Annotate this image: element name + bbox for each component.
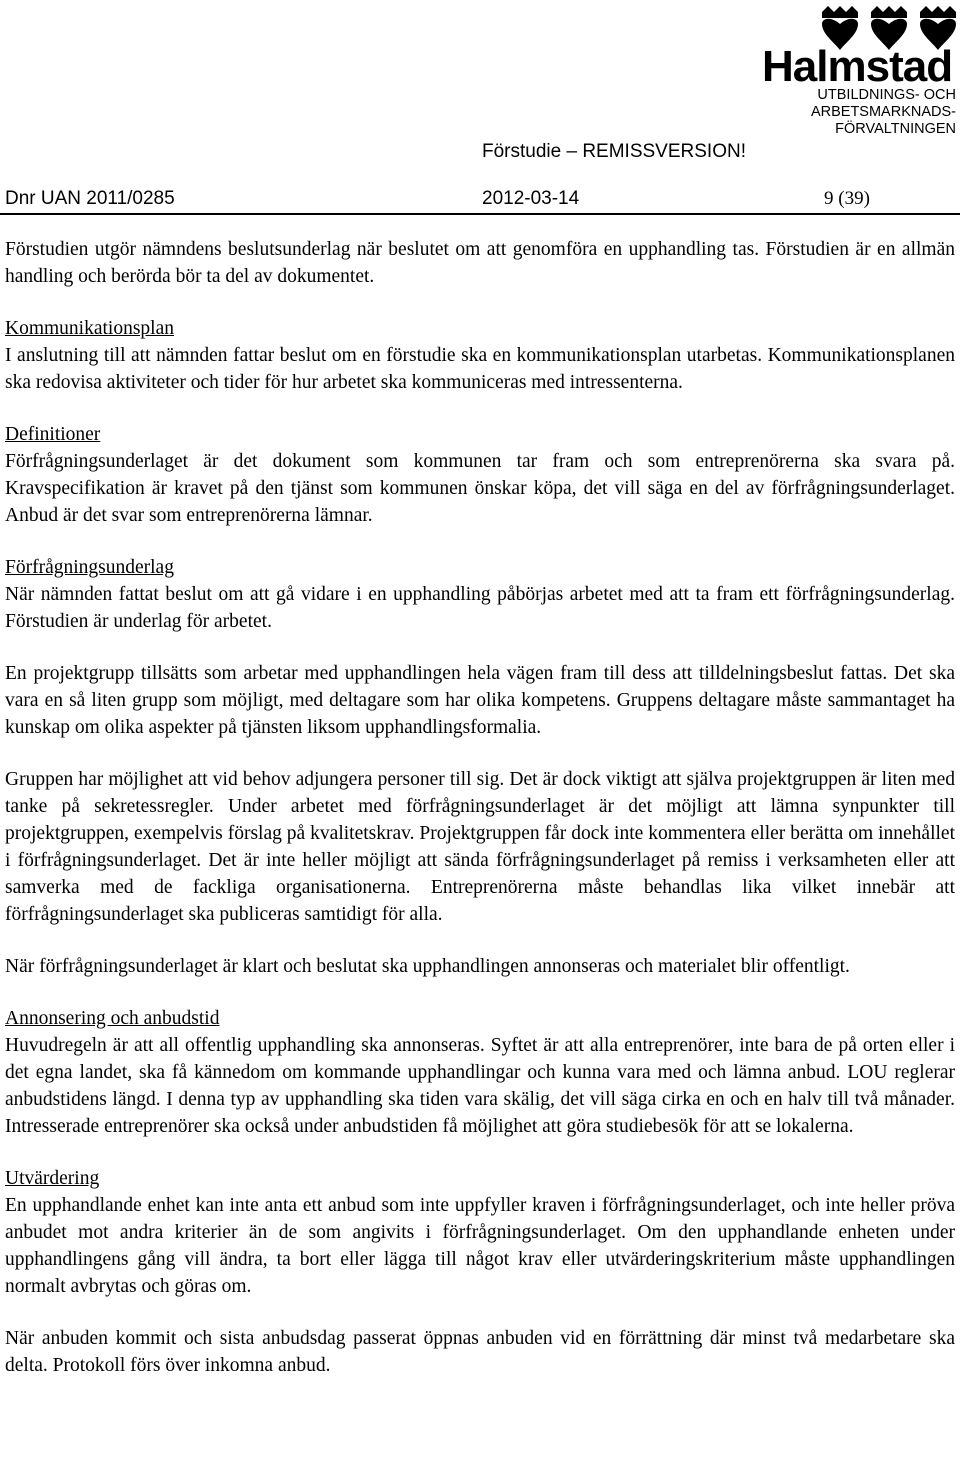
forfragningsunderlag-paragraph: Gruppen har möjlighet att vid behov adjungera personer till sig. Det är dock viktigt att själva projektgruppen är liten med tanke på sekretessregler. Under arbetet med förfrågningsunderlaget är det möjligt att lämna synpunkter till projektgruppen, exempelvis förslag på kvalitetskrav. Projektgruppen får dock inte kommentera eller berätta om innehållet i förfrågningsunderlaget. Det är inte heller möjligt att sända förfrågningsunderlaget på remiss i verksamheten eller att samverka med de fackliga organisationerna. Entreprenörerna måste behandlas lika vilket innebär att förfrågningsunderlaget ska publiceras samtidigt för alla. [5, 769, 955, 925]
logo-subtitle-line: UTBILDNINGS- OCH [817, 87, 956, 103]
forfragningsunderlag-paragraph: När nämnden fattat beslut om att gå vidare i en upphandling påbörjas arbetet med att ta fram ett förfrågningsunderlag. Förstudien är underlag för arbetet. [5, 584, 955, 632]
kommunikationsplan-paragraph: I anslutning till att nämnden fattar beslut om en förstudie ska en kommunikationsplan utarbetas. Kommunikationsplanen ska redovisa aktiviteter och tider för hur arbetet ska kommuniceras med intressenterna. [5, 345, 955, 393]
logo-name: Halmstad [762, 42, 953, 91]
diary-number: Dnr UAN 2011/0285 [5, 188, 175, 209]
forfragningsunderlag-paragraph: När förfrågningsunderlaget är klart och beslutat ska upphandlingen annonseras och materialet blir offentligt. [5, 956, 850, 977]
utvardering-paragraph: När anbuden kommit och sista anbudsdag passerat öppnas anbuden vid en förrättning där minst två medarbetare ska delta. Protokoll förs över inkomna anbud. [5, 1328, 955, 1376]
definitioner-paragraph: Förfrågningsunderlaget är det dokument som kommunen tar fram och som entreprenörerna ska svara på. Kravspecifikation är kravet på den tjänst som kommunen önskar köpa, det vill säga en del av förfrågningsunderlaget. Anbud är det svar som entreprenörerna lämnar. [5, 451, 955, 526]
document-title: Förstudie – REMISSVERSION! [482, 141, 746, 162]
forfragningsunderlag-paragraph: En projektgrupp tillsätts som arbetar med upphandlingen hela vägen fram till dess att tilldelningsbeslut fattas. Det ska vara en så liten grupp som möjligt, med deltagare som har olika kompetens. Gruppens deltagare måste sammantaget ha kunskap om olika aspekter på tjänsten liksom upphandlingsformalia. [5, 663, 955, 738]
logo-subtitle [811, 87, 956, 138]
page-number: 9 (39) [824, 188, 870, 209]
section-heading-annonsering: Annonsering och anbudstid [5, 1008, 220, 1029]
logo-subtitle-line: ARBETSMARKNADS- [810, 104, 956, 120]
intro-paragraph: Förstudien utgör nämndens beslutsunderlag när beslutet om att genomföra en upphandling tas. Förstudien är en allmän handling och berörda bör ta del av dokumentet. [5, 239, 955, 287]
annonsering-paragraph: Huvudregeln är att all offentlig upphandling ska annonseras. Syftet är att alla entreprenörer, inte bara de på orten eller i det egna landet, ska få kännedom om kommande upphandlingar och kunna vara med och lämna anbud. LOU reglerar anbudstidens längd. I denna typ av upphandling ska tiden vara skälig, det vill säga cirka en och en halv till två månader. Intresserade entreprenörer ska också under anbudstiden få möjlighet att göra studiebesök för att se lokalerna. [5, 1035, 955, 1137]
document-date: 2012-03-14 [482, 188, 580, 209]
section-heading-kommunikationsplan: Kommunikationsplan [5, 318, 174, 339]
section-heading-definitioner: Definitioner [5, 424, 101, 445]
section-heading-forfragningsunderlag: Förfrågningsunderlag [5, 557, 174, 578]
utvardering-paragraph: En upphandlande enhet kan inte anta ett anbud som inte uppfyller kraven i förfrågningsunderlaget, och inte heller pröva anbudet mot andra kriterier än de som angivits i förfrågningsunderlaget. Om den upphandlande enheten under upphandlingens gång vill ändra, ta bort eller lägga till något krav eller utvärderingskriterium måste upphandlingen normalt avbrytas och göras om. [5, 1195, 955, 1297]
header-divider [0, 213, 960, 215]
halmstad-logo [756, 4, 960, 139]
logo-subtitle-line: FÖRVALTNINGEN [835, 121, 956, 137]
section-heading-utvardering: Utvärdering [5, 1168, 100, 1189]
document-body [5, 236, 955, 1379]
